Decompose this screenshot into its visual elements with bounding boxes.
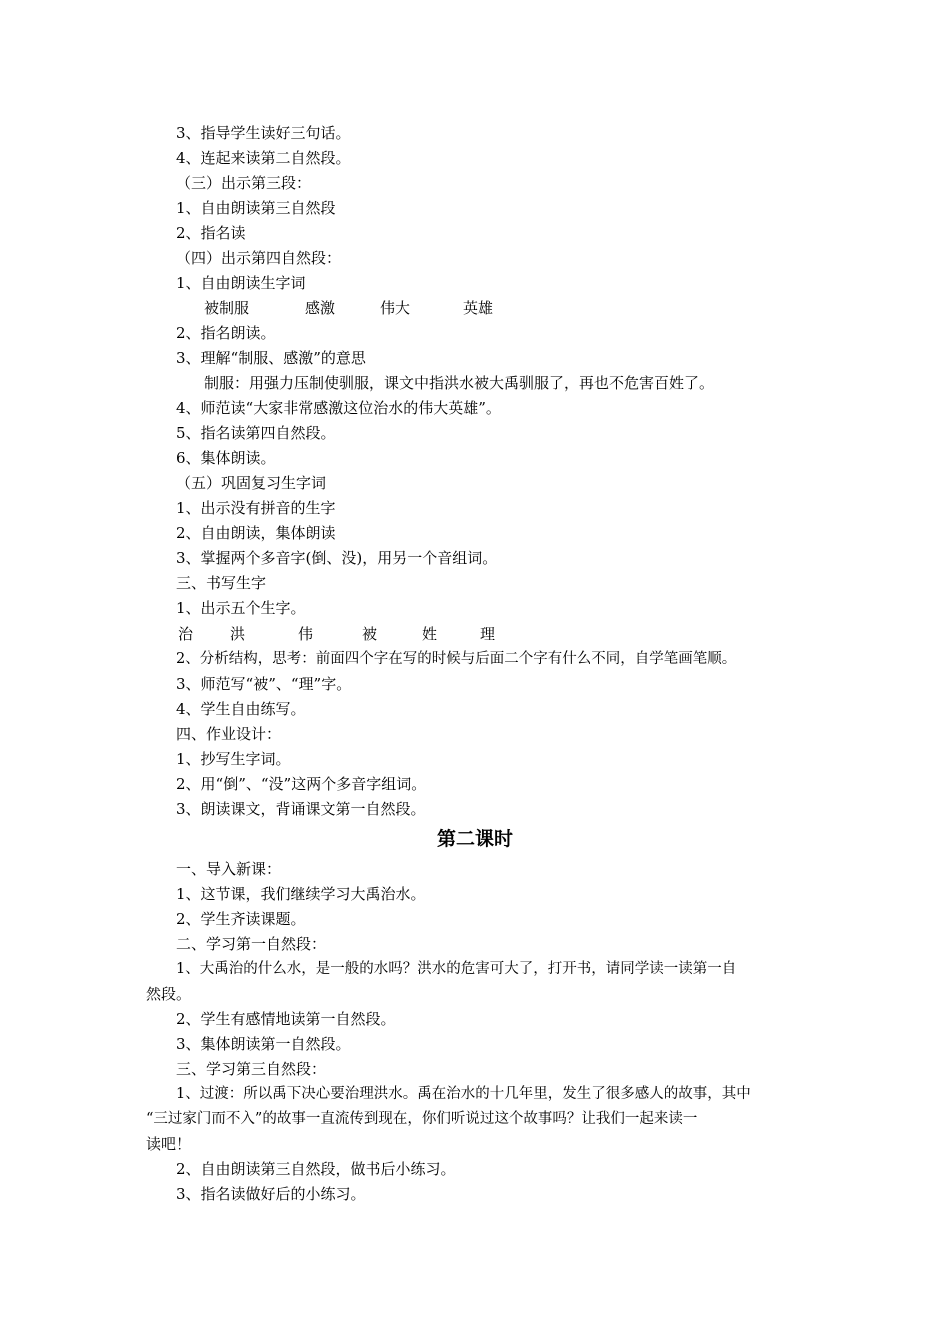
vocabulary-row: [0, 298, 950, 318]
text-line: 4、学生自由练写。: [176, 700, 306, 718]
text-line: 3、师范写“被”、“理”字。: [176, 675, 352, 693]
definition-line: 制服：用强力压制使驯服，课文中指洪水被大禹驯服了，再也不危害百姓了。: [204, 374, 715, 392]
text-line: 读吧！: [146, 1135, 192, 1153]
text-line: 2、自由朗读第三自然段，做书后小练习。: [176, 1160, 456, 1178]
text-line: 4、师范读“大家非常感激这位治水的伟大英雄”。: [176, 399, 501, 417]
text-line: 2、用“倒”、“没”这两个多音字组词。: [176, 775, 427, 793]
text-line: 1、自由朗读第三自然段: [176, 199, 336, 217]
text-line: 2、自由朗读，集体朗读: [176, 524, 336, 542]
text-line: 然段。: [146, 985, 192, 1003]
section-heading: 二、学习第一自然段：: [176, 935, 327, 953]
text-line: 3、集体朗读第一自然段。: [176, 1035, 351, 1053]
character: 伟: [298, 625, 314, 643]
text-line: 6、集体朗读。: [176, 449, 276, 467]
character: 洪: [230, 625, 246, 643]
characters-row: [0, 624, 950, 644]
text-line: 2、指名读: [176, 224, 246, 242]
text-line: “三过家门而不入”的故事一直流传到现在，你们听说过这个故事吗？让我们一起来读一: [146, 1111, 698, 1127]
section-heading: 四、作业设计：: [176, 725, 282, 743]
section-heading: （三）出示第三段：: [176, 174, 312, 192]
text-line: 2、学生有感情地读第一自然段。: [176, 1010, 396, 1028]
text-line: 4、连起来读第二自然段。: [176, 149, 351, 167]
text-line: 5、指名读第四自然段。: [176, 424, 336, 442]
text-line: 1、出示五个生字。: [176, 599, 306, 617]
section-heading: 三、学习第三自然段：: [176, 1060, 327, 1078]
text-line: 1、这节课，我们继续学习大禹治水。: [176, 885, 426, 903]
text-line: 3、掌握两个多音字(倒、没)，用另一个音组词。: [176, 549, 498, 567]
vocabulary-word: 伟大: [380, 299, 411, 317]
text-line: 2、指名朗读。: [176, 324, 276, 342]
text-line: 3、指导学生读好三句话。: [176, 124, 351, 142]
character: 治: [178, 625, 194, 643]
text-line: 2、学生齐读课题。: [176, 910, 306, 928]
text-line: 1、抄写生字词。: [176, 750, 291, 768]
text-line: 3、指名读做好后的小练习。: [176, 1185, 366, 1203]
section-heading: 三、书写生字: [176, 574, 267, 592]
text-line: 3、朗读课文，背诵课文第一自然段。: [176, 800, 426, 818]
vocabulary-word: 感激: [305, 299, 336, 317]
character: 被: [362, 625, 378, 643]
vocabulary-word: 英雄: [463, 299, 494, 317]
section-heading: （四）出示第四自然段：: [176, 249, 342, 267]
text-line: 2、分析结构，思考：前面四个字在写的时候与后面二个字有什么不同，自学笔画笔顺。: [176, 651, 737, 667]
text-line: 1、出示没有拼音的生字: [176, 499, 336, 517]
character: 姓: [422, 625, 438, 643]
text-line: 3、理解“制服、感激”的意思: [176, 349, 366, 367]
vocabulary-word: 被制服: [204, 299, 250, 317]
section-heading: （五）巩固复习生字词: [176, 474, 327, 492]
character: 理: [480, 625, 496, 643]
text-line: 1、大禹治的什么水，是一般的水吗？洪水的危害可大了，打开书，请同学读一读第一自: [176, 961, 737, 977]
text-line: 1、自由朗读生字词: [176, 274, 306, 292]
text-line: 1、过渡：所以禹下决心要治理洪水。禹在治水的十几年里，发生了很多感人的故事，其中: [176, 1086, 751, 1102]
section-heading: 一、导入新课：: [176, 860, 282, 878]
section-title: 第二课时: [436, 828, 513, 850]
